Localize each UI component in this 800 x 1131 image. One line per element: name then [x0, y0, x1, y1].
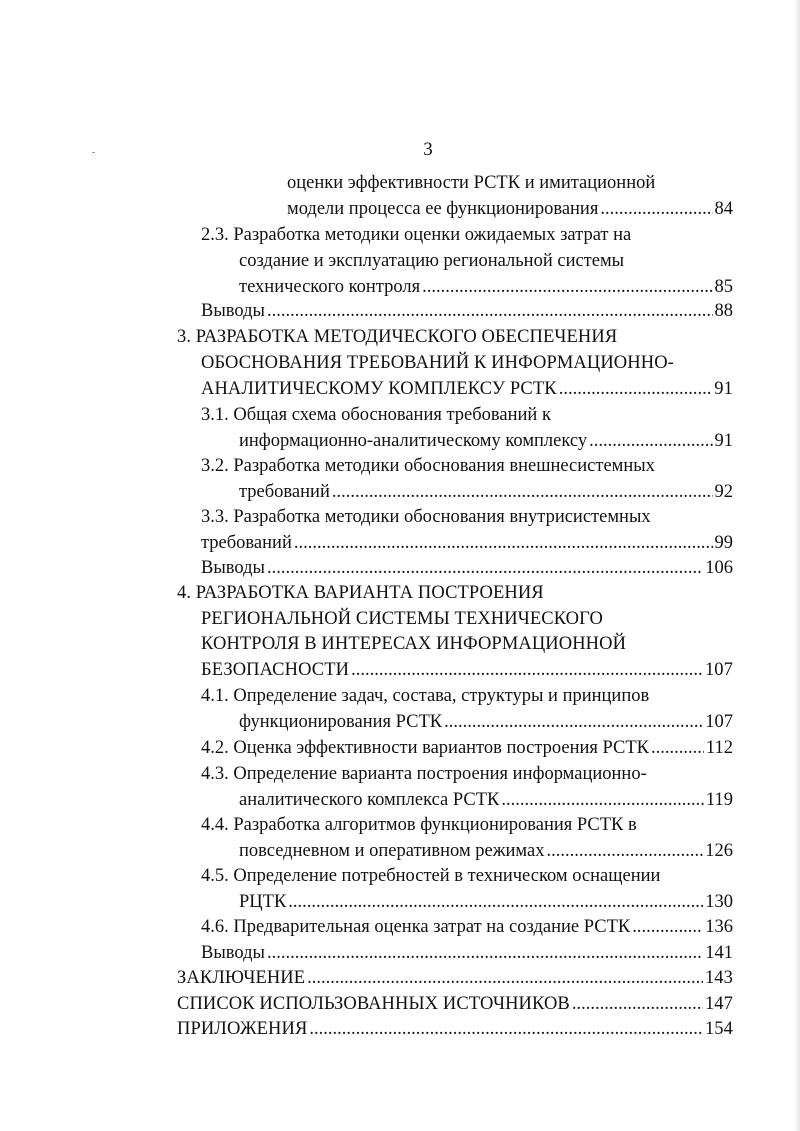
toc-line [201, 737, 733, 759]
toc-line-text: оценки эффективности РСТК и имитационной [287, 173, 656, 193]
toc-line [239, 891, 733, 913]
dot-leader [307, 967, 703, 989]
toc-line [201, 300, 733, 322]
toc-line [287, 172, 655, 194]
page-edge-shadow [794, 0, 800, 1131]
toc-line-text: РЕГИОНАЛЬНОЙ СИСТЕМЫ ТЕХНИЧЕСКОГО [201, 609, 603, 629]
toc-line [201, 633, 626, 655]
toc-page-number: 91 [714, 431, 733, 451]
toc-line-text: повседневном и оперативном режимах [239, 841, 545, 861]
toc-line-text: 3.1. Общая схема обоснования требований к [201, 405, 551, 425]
toc-line-text: 4.3. Определение варианта построения информационно- [201, 764, 647, 784]
toc-line [177, 967, 733, 989]
toc-page-number: 141 [705, 943, 733, 963]
toc-line [177, 582, 544, 604]
dot-leader [294, 532, 713, 554]
dot-leader [267, 300, 713, 322]
dot-leader [309, 1018, 703, 1040]
toc-line-text: 2.3. Разработка методики оценки ожидаемых затрат на [201, 225, 632, 245]
toc-line [201, 378, 733, 400]
toc-line-text: Выводы [201, 558, 265, 578]
toc-line [177, 1018, 733, 1040]
dot-leader [288, 891, 703, 913]
toc-line-text: 3.2. Разработка методики обоснования внешнесистемных [201, 456, 655, 476]
toc-line [201, 865, 660, 887]
toc-line-text: 4.4. Разработка алгоритмов функционирования РСТК в [201, 815, 637, 835]
toc-line [239, 481, 733, 503]
toc-line-text: аналитического комплекса РСТК [239, 790, 500, 810]
toc-page-number: 92 [714, 482, 733, 502]
toc-line [201, 942, 733, 964]
dot-leader [589, 430, 712, 452]
toc-line-text: РЦТК [239, 892, 287, 912]
dot-leader [600, 198, 712, 220]
toc-line-text: АНАЛИТИЧЕСКОМУ КОМПЛЕКСУ РСТК [201, 379, 557, 399]
toc-line [239, 840, 733, 862]
toc-line-text: функционирования РСТК [239, 712, 443, 732]
dot-leader [546, 840, 703, 862]
toc-line-text: Выводы [201, 943, 265, 963]
toc-line [201, 608, 603, 630]
toc-page-number: 107 [705, 712, 733, 732]
toc-page-number: 106 [705, 558, 733, 578]
dot-leader [651, 737, 704, 759]
toc-page-number: 143 [704, 968, 733, 988]
toc-line-text: требований [239, 482, 330, 502]
dot-leader [332, 481, 713, 503]
toc-line-text: БЕЗОПАСНОСТИ [201, 660, 350, 680]
toc-line-text: ОБОСНОВАНИЯ ТРЕБОВАНИЙ К ИНФОРМАЦИОННО- [201, 353, 674, 373]
toc-page-number: 130 [705, 892, 733, 912]
toc-line-text: информационно-аналитическому комплексу [239, 431, 588, 451]
toc-line [201, 659, 733, 681]
toc-line-text: 3.3. Разработка методики обоснования внутрисистемных [201, 507, 651, 527]
toc-line [201, 763, 647, 785]
toc-page-number: 154 [704, 1019, 733, 1039]
toc-line-text: Выводы [201, 301, 265, 321]
toc-page-number: 88 [714, 301, 733, 321]
toc-page-number: 85 [714, 277, 733, 297]
toc-line [239, 250, 624, 272]
toc-line-text: 4.2. Оценка эффективности вариантов построения РСТК [201, 738, 650, 758]
toc-line [239, 711, 733, 733]
toc-line-text: 3. РАЗРАБОТКА МЕТОДИЧЕСКОГО ОБЕСПЕЧЕНИЯ [177, 327, 618, 347]
dot-leader [351, 659, 703, 681]
toc-page-number: 119 [705, 790, 733, 810]
toc-line [287, 198, 733, 220]
toc-line-text: создание и эксплуатацию региональной системы [239, 251, 625, 271]
toc-line [177, 326, 617, 348]
toc-line-text: 4.1. Определение задач, состава, структуры и принципов [201, 686, 650, 706]
toc-line-text: ПРИЛОЖЕНИЯ [177, 1019, 308, 1039]
dot-leader [559, 378, 713, 400]
toc-line-text: СПИСОК ИСПОЛЬЗОВАННЫХ ИСТОЧНИКОВ [177, 994, 570, 1014]
dot-leader [267, 557, 703, 579]
toc-page-number: 147 [704, 994, 733, 1014]
toc-line [239, 276, 733, 298]
toc-line-text: требований [201, 533, 292, 553]
dot-leader [572, 993, 703, 1015]
toc-page-number: 91 [714, 379, 733, 399]
toc-page-number: 99 [714, 533, 733, 553]
dot-leader [267, 942, 703, 964]
toc-line [201, 814, 637, 836]
toc-line [239, 430, 733, 452]
toc-page-number: 107 [704, 660, 733, 680]
toc-line-text: модели процесса ее функционирования [287, 199, 599, 219]
dot-leader [422, 276, 712, 298]
toc-line-text: 4.5. Определение потребностей в техническом оснащении [201, 866, 661, 886]
dot-leader [501, 789, 704, 811]
page-number: 3 [423, 139, 433, 160]
toc-line [177, 993, 733, 1015]
toc-line [201, 916, 733, 938]
toc-line [201, 557, 733, 579]
toc-page-number: 136 [705, 917, 733, 937]
toc-line [201, 352, 674, 374]
toc-page-number: 126 [705, 841, 733, 861]
toc-line [201, 224, 631, 246]
dot-leader [444, 711, 703, 733]
toc-line-text: 4. РАЗРАБОТКА ВАРИАНТА ПОСТРОЕНИЯ [177, 583, 544, 603]
toc-line [201, 532, 733, 554]
toc-line [239, 789, 733, 811]
dot-leader [632, 916, 703, 938]
toc-line [201, 455, 655, 477]
toc-line-text: ЗАКЛЮЧЕНИЕ [177, 968, 306, 988]
toc-line-text: 4.6. Предварительная оценка затрат на создание РСТК [201, 917, 631, 937]
toc-line-text: технического контроля [239, 277, 421, 297]
toc-line [201, 506, 651, 528]
toc-page-number: 112 [705, 738, 733, 758]
toc-line [201, 404, 551, 426]
toc-line [201, 685, 649, 707]
toc-page-number: 84 [714, 199, 733, 219]
toc-line-text: КОНТРОЛЯ В ИНТЕРЕСАХ ИНФОРМАЦИОННОЙ [201, 634, 627, 654]
